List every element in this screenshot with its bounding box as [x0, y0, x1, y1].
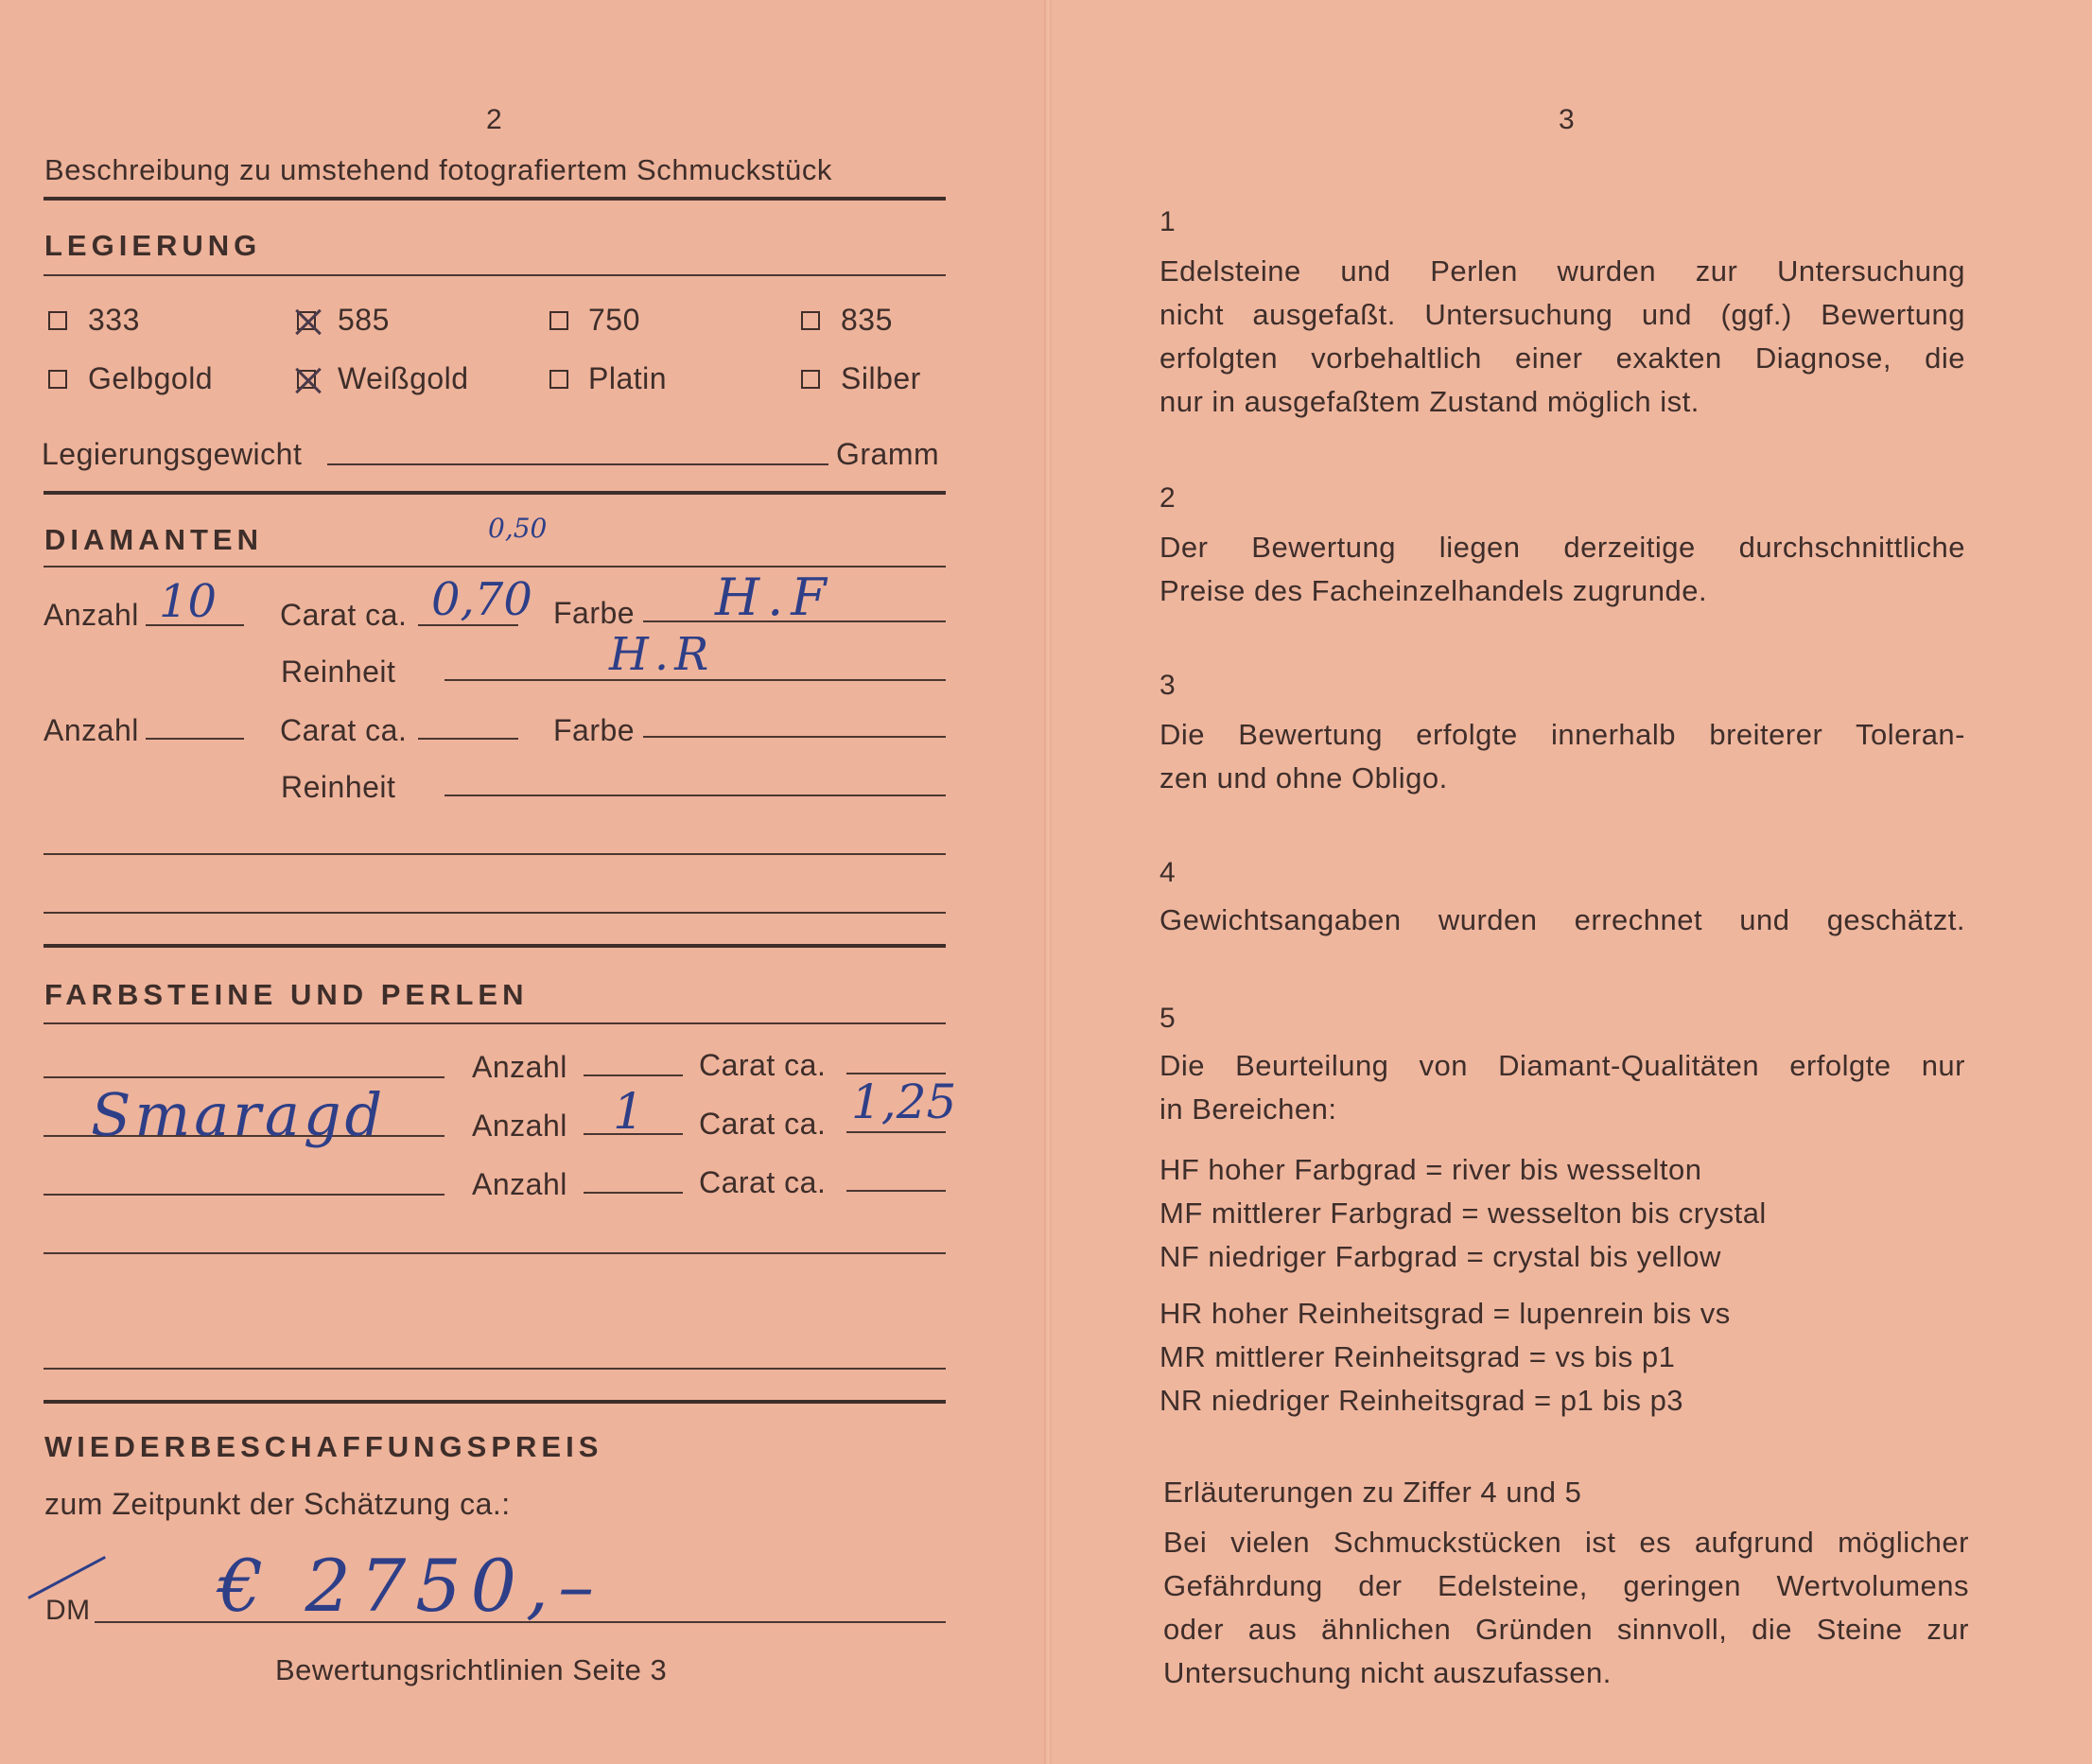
- diamanten-extra-line-1[interactable]: [44, 853, 946, 855]
- farbsteine-carat-field-3[interactable]: [846, 1190, 946, 1192]
- option-label-silber: Silber: [841, 361, 921, 395]
- section-1-number: 1: [1159, 206, 1177, 237]
- notes-line: Gefährdung der Edelsteine, geringen Wertvolumens: [1163, 1569, 1969, 1602]
- diamanten-anzahl-label-1: Anzahl: [44, 598, 139, 632]
- section-5-line: in Bereichen:: [1159, 1092, 1337, 1126]
- diamanten-bottom-rule: [44, 944, 946, 948]
- farbgrad-list: [1159, 1148, 1767, 1279]
- reinheitsgrad-item: HR hoher Reinheitsgrad = lupenrein bis vs: [1159, 1297, 1731, 1330]
- diamanten-farbe-field-2[interactable]: [643, 736, 946, 738]
- section-1-line: nicht ausgefaßt. Untersuchung und (ggf.) Bewertung: [1159, 298, 1965, 331]
- checkbox-750[interactable]: [549, 311, 568, 330]
- checkbox-platin[interactable]: [549, 370, 568, 389]
- section-2-text: [1159, 526, 1965, 613]
- diamanten-farbe-label-1: Farbe: [553, 596, 636, 630]
- legierungsgewicht-field[interactable]: [327, 463, 828, 465]
- farbsteine-carat-label-3: Carat ca.: [699, 1165, 827, 1199]
- booklet-fold: [1044, 0, 1052, 1764]
- section-5-number: 5: [1159, 1003, 1177, 1034]
- farbsteine-rule: [44, 1022, 946, 1024]
- notes-line: oder aus ähnlichen Gründen sinnvoll, die Steine zur: [1163, 1613, 1969, 1646]
- section-4-text: [1159, 899, 1965, 942]
- checkbox-333[interactable]: [48, 311, 67, 330]
- checkbox-silber[interactable]: [801, 370, 820, 389]
- farbsteine-carat-field-2[interactable]: [846, 1131, 946, 1133]
- page-number-right: 3: [1559, 104, 1575, 135]
- diamanten-carat-field-2[interactable]: [418, 738, 518, 740]
- notes-text: [1163, 1521, 1969, 1695]
- diamanten-extra-line-2[interactable]: [44, 912, 946, 914]
- option-label-750: 750: [588, 303, 640, 337]
- diamanten-farbe-value-1: H.F: [715, 568, 834, 627]
- notes-title: Erläuterungen zu Ziffer 4 und 5: [1163, 1476, 1582, 1509]
- section-3-text: [1159, 713, 1965, 800]
- preis-value: € 2750,–: [218, 1544, 604, 1628]
- diamanten-heading: DIAMANTEN: [44, 523, 263, 556]
- preis-subtitle: zum Zeitpunkt der Schätzung ca.:: [44, 1487, 511, 1521]
- preis-currency-printed: DM: [45, 1595, 91, 1626]
- section-3-line: Die Bewertung erfolgte innerhalb breiterer Toleran-: [1159, 718, 1965, 751]
- checkbox-gelbgold[interactable]: [48, 370, 67, 389]
- farbsteine-carat-label-1: Carat ca.: [699, 1048, 827, 1082]
- section-1-line: Edelsteine und Perlen wurden zur Untersuchung: [1159, 254, 1965, 288]
- farbsteine-carat-label-2: Carat ca.: [699, 1107, 827, 1141]
- section-1-line: erfolgten vorbehaltlich einer exakten Diagnose, die: [1159, 341, 1965, 375]
- option-label-835: 835: [841, 303, 893, 337]
- diamanten-reinheit-label-2: Reinheit: [281, 770, 396, 804]
- option-label-platin: Platin: [588, 361, 668, 395]
- reinheitsgrad-list: [1159, 1292, 1731, 1423]
- section-5-line: Die Beurteilung von Diamant-Qualitäten erfolgte nur: [1159, 1049, 1965, 1082]
- farbgrad-item: MF mittlerer Farbgrad = wesselton bis crystal: [1159, 1196, 1767, 1230]
- reinheitsgrad-item: MR mittlerer Reinheitsgrad = vs bis p1: [1159, 1340, 1676, 1373]
- page-title: Beschreibung zu umstehend fotografiertem Schmuckstück: [44, 153, 833, 186]
- diamanten-anzahl-label-2: Anzahl: [44, 713, 139, 747]
- option-label-gelbgold: Gelbgold: [88, 361, 214, 395]
- title-rule: [44, 197, 946, 201]
- diamanten-reinheit-field-2[interactable]: [445, 795, 946, 796]
- farbsteine-extra-line-1[interactable]: [44, 1252, 946, 1254]
- checkbox-585[interactable]: [297, 311, 316, 330]
- checkbox-835[interactable]: [801, 311, 820, 330]
- section-2-number: 2: [1159, 482, 1177, 514]
- diamanten-reinheit-label-1: Reinheit: [281, 655, 396, 689]
- legierung-heading: LEGIERUNG: [44, 229, 262, 262]
- diamanten-anzahl-value-1: 10: [159, 575, 218, 628]
- section-1-text: [1159, 250, 1965, 424]
- farbgrad-item: HF hoher Farbgrad = river bis wesselton: [1159, 1153, 1702, 1186]
- farbsteine-name-value-2: Smaragd: [91, 1080, 387, 1149]
- farbsteine-name-field-1[interactable]: [44, 1076, 445, 1078]
- farbsteine-anzahl-field-3[interactable]: [584, 1192, 683, 1194]
- reinheitsgrad-item: NR niedriger Reinheitsgrad = p1 bis p3: [1159, 1384, 1684, 1417]
- section-4-line: Gewichtsangaben wurden errechnet und geschätzt.: [1159, 903, 1965, 936]
- diamanten-carat-label-2: Carat ca.: [280, 713, 408, 747]
- checkbox-weissgold[interactable]: [297, 370, 316, 389]
- diamanten-carat-label-1: Carat ca.: [280, 598, 408, 632]
- option-label-333: 333: [88, 303, 140, 337]
- legierung-rule: [44, 274, 946, 276]
- farbsteine-anzahl-field-1[interactable]: [584, 1074, 683, 1076]
- legierung-bottom-rule: [44, 491, 946, 495]
- farbgrad-item: NF niedriger Farbgrad = crystal bis yellow: [1159, 1240, 1721, 1273]
- notes-line: Untersuchung nicht auszufassen.: [1163, 1656, 1612, 1689]
- preis-footer: Bewertungsrichtlinien Seite 3: [275, 1653, 668, 1686]
- section-2-line: Preise des Facheinzelhandels zugrunde.: [1159, 574, 1708, 607]
- section-2-line: Der Bewertung liegen derzeitige durchschnittliche: [1159, 531, 1965, 564]
- farbsteine-anzahl-value-2: 1: [613, 1084, 645, 1141]
- notes-line: Bei vielen Schmuckstücken ist es aufgrund möglicher: [1163, 1526, 1969, 1559]
- farbsteine-name-field-3[interactable]: [44, 1194, 445, 1196]
- farbsteine-bottom-rule: [44, 1400, 946, 1404]
- page-number-left: 2: [486, 104, 502, 135]
- farbsteine-anzahl-label-3: Anzahl: [472, 1167, 567, 1201]
- option-label-585: 585: [338, 303, 390, 337]
- preis-heading: WIEDERBESCHAFFUNGSPREIS: [44, 1430, 603, 1463]
- option-label-weissgold: Weißgold: [338, 361, 469, 395]
- diamanten-reinheit-value-1: H.R: [609, 628, 715, 681]
- legierungsgewicht-label: Legierungsgewicht: [42, 437, 303, 471]
- diamanten-anzahl-field-2[interactable]: [146, 738, 244, 740]
- diamanten-farbe-label-2: Farbe: [553, 713, 636, 747]
- legierungsgewicht-unit: Gramm: [836, 437, 940, 471]
- section-1-line: nur in ausgefaßtem Zustand möglich ist.: [1159, 385, 1700, 418]
- farbsteine-extra-line-2[interactable]: [44, 1368, 946, 1370]
- diamanten-carat-value-1: 0,70: [431, 573, 532, 626]
- farbsteine-anzahl-label-2: Anzahl: [472, 1109, 567, 1143]
- farbsteine-anzahl-label-1: Anzahl: [472, 1050, 567, 1084]
- section-3-line: zen und ohne Obligo.: [1159, 761, 1448, 795]
- farbsteine-carat-value-2: 1,25: [851, 1074, 957, 1129]
- section-3-number: 3: [1159, 670, 1177, 701]
- diamanten-note: 0,50: [488, 513, 548, 544]
- section-4-number: 4: [1159, 857, 1177, 888]
- farbsteine-heading: FARBSTEINE UND PERLEN: [44, 978, 529, 1011]
- section-5-text: [1159, 1044, 1965, 1131]
